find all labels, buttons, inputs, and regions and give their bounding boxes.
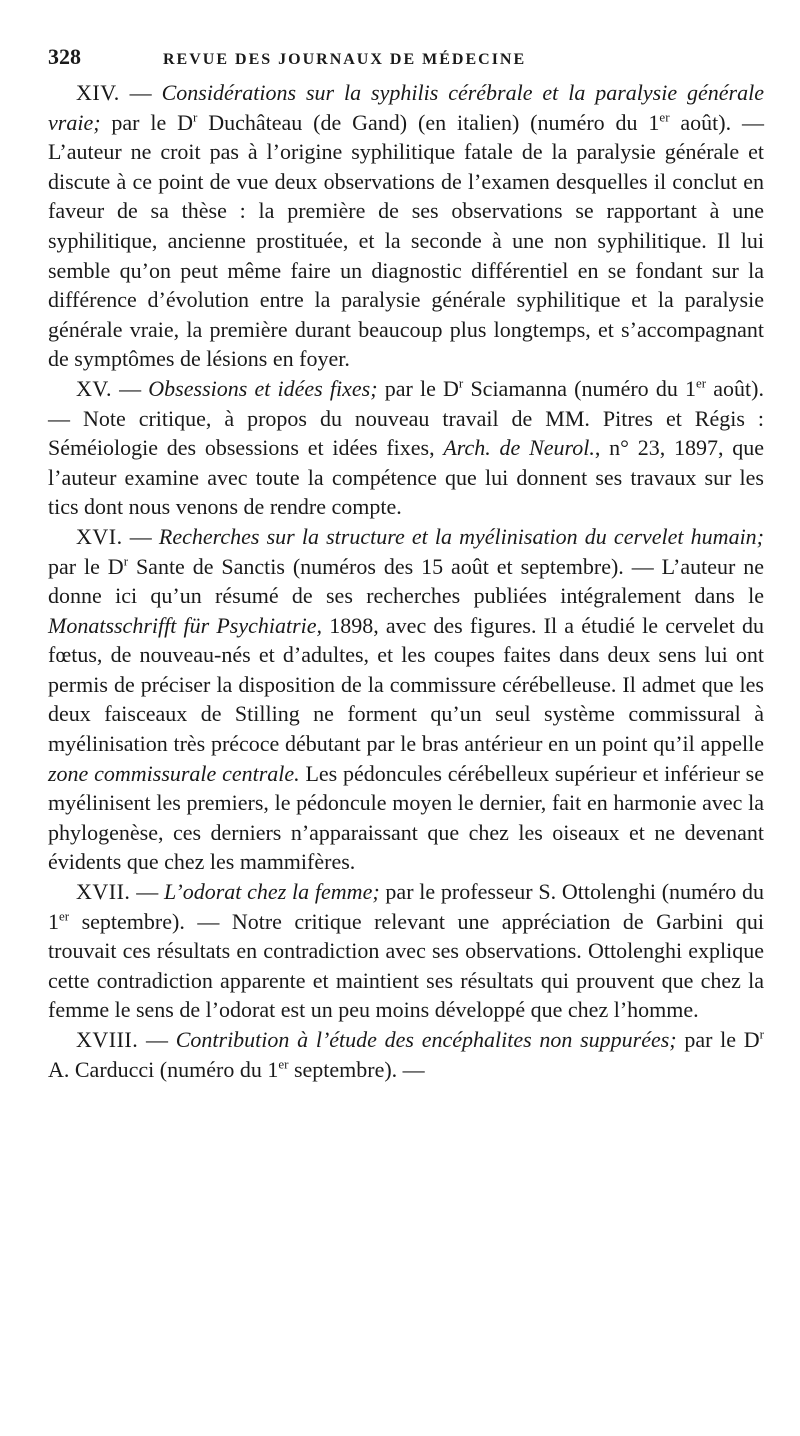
entry-title: L’odorat chez la femme; <box>163 879 380 905</box>
entry-xvii <box>48 877 764 1025</box>
entry-text: septembre). — <box>288 1056 425 1082</box>
journal-citation: Monatsschrifft für Psychiatrie, <box>48 612 323 638</box>
entry-xvi <box>48 522 764 877</box>
entry-title: Contribution à l’étude des encéphalites non suppurées; <box>175 1027 677 1052</box>
superscript: r <box>458 375 464 391</box>
superscript: er <box>278 1056 289 1072</box>
entry-text: Les pédoncules cérébelleux supérieur et inférieur se myélinisent les premiers, le pédoncule moyen le dernier, fait en harmonie avec la phylogenèse, ces derniers n’apparaissant que chez les oiseaux et ne devenant évidents que chez les mammifères. <box>48 760 764 875</box>
entry-text: A. Carducci (numéro du 1 <box>48 1056 279 1082</box>
entry-dash: — <box>119 80 162 105</box>
superscript: r <box>123 553 129 569</box>
entry-text: , n° 23, 1897, que l’auteur examine avec toute la compétence que lui donnent ses travaux sur les tics dont nous venons de rendre compte. <box>48 435 764 520</box>
entry-xviii <box>48 1025 764 1084</box>
entry-author-prefix: par le D <box>48 553 124 579</box>
entry-author-prefix: par le D <box>676 1027 760 1052</box>
italic-term: zone commissurale centrale. <box>48 760 300 786</box>
entry-title: Considérations sur la syphilis cérébrale et la paralysie générale vraie; <box>48 80 764 135</box>
entry-author-prefix: par le D <box>100 109 194 135</box>
entry-number: XVIII. <box>76 1027 139 1052</box>
superscript: r <box>759 1026 765 1042</box>
entry-text: août). — L’auteur ne croit pas à l’origine syphilitique fatale de la paralysie générale et discute à ce point de vue deux observations de l’examen desquelles il conclut en faveur de sa thèse : la première de ses observations se rapportant à une syphilitique, ancienne prostituée, et la seconde à une non syphilitique. Il lui semble qu’on peut même faire un diagnostic différentiel en se fondant sur la différence d’évolution entre la paralysie générale syphilitique et la paralysie générale vraie, la première durant beaucoup plus longtemps, et s’accompagnant de symptômes de lésions en foyer. <box>48 109 764 372</box>
entry-number: XV. <box>76 375 112 401</box>
page-header <box>48 44 764 70</box>
entry-text: Duchâteau (de Gand) (en italien) (numéro du 1 <box>197 109 660 135</box>
entry-text: Sante de Sanctis (numéros des 15 août et septembre). — L’auteur ne donne ici qu’un résumé de ses recherches publiées intégralement dans le <box>48 553 765 609</box>
entry-author-prefix: par le professeur S. Ottolenghi (numéro du 1 <box>48 879 764 934</box>
page-number: 328 <box>48 44 81 69</box>
entry-dash: — <box>122 523 159 549</box>
superscript: er <box>659 109 670 125</box>
entry-xv <box>48 374 764 522</box>
entry-number: XIV. <box>76 80 120 105</box>
entry-dash: — <box>138 1027 176 1052</box>
entry-dash: — <box>130 879 164 905</box>
entry-text: Sciamanna (numéro du 1 <box>463 375 697 401</box>
superscript: er <box>696 375 707 391</box>
entry-number: XVII. <box>76 879 131 905</box>
entry-title: Obsessions et idées fixes; <box>148 375 378 401</box>
article-body <box>48 78 764 1084</box>
entry-xiv <box>48 78 764 374</box>
entry-author-prefix: par le D <box>377 375 459 401</box>
entry-dash: — <box>111 375 149 401</box>
running-head: REVUE DES JOURNAUX DE MÉDECINE <box>163 51 527 68</box>
superscript: r <box>193 109 198 125</box>
entry-title: Recherches sur la structure et la myélinisation du cervelet humain; <box>158 523 765 549</box>
superscript: er <box>59 908 70 924</box>
entry-text: août). — Note critique, à propos du nouveau travail de MM. Pitres et Régis : Séméiologie des obsessions et idées fixes, <box>48 375 764 461</box>
entry-number: XVI. <box>76 523 123 549</box>
journal-citation: Arch. de Neurol. <box>443 435 595 461</box>
entry-text: septembre). — Notre critique relevant une appréciation de Garbini qui trouvait ces résultats en contradiction avec ses observations. Ottolenghi explique cette contradiction apparente et maintient ses résultats qui prouvent que chez la femme le sens de l’odorat est un peu moins développé que chez l’homme. <box>48 908 764 1023</box>
entry-text: 1898, avec des figures. Il a étudié le cervelet du fœtus, de nouveau-nés et d’adultes, et les coupes faites dans deux sens lui ont permis de préciser la disposition de la commissure cérébelleuse. Il admet que les deux faisceaux de Stilling ne forment qu’un seul système commissural à myélinisation très précoce débutant par le bras antérieur en un point qu’il appelle <box>48 612 765 757</box>
